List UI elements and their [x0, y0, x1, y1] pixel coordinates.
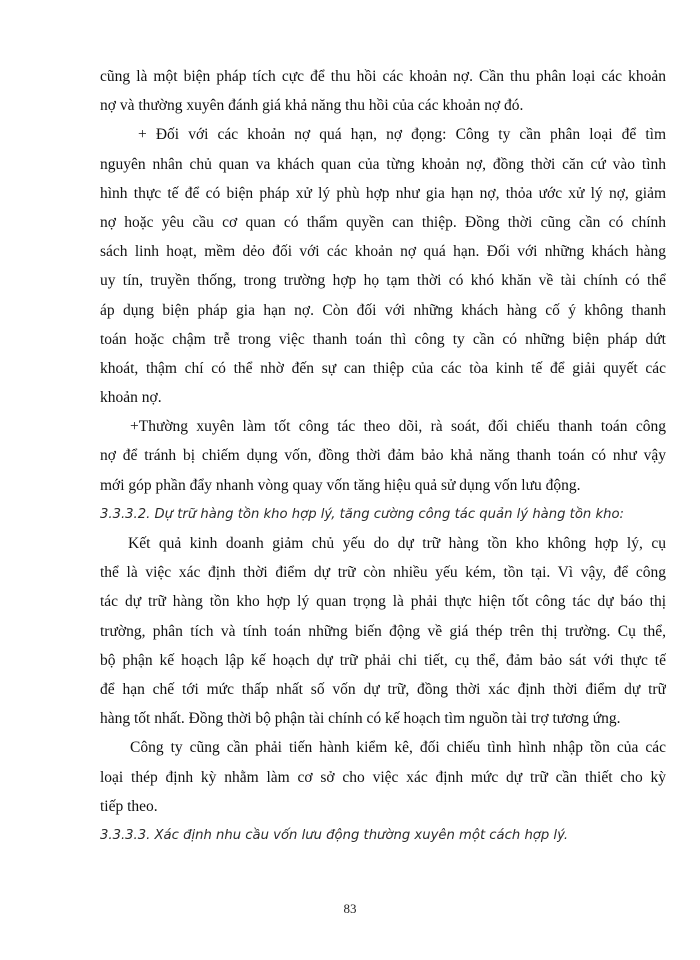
text-line: tác dự trữ hàng tồn kho hợp lý quan trọng là phải thực hiện tốt công tác dự báo thị	[100, 593, 666, 611]
text-line: toán hoặc chậm trễ trong việc thanh toán thì công ty cần có những biện pháp dứt	[100, 330, 666, 348]
page-number: 83	[343, 901, 357, 916]
text-line: thể là việc xác định thời điểm dự trữ còn nhiều yếu kém, tồn tại. Vì vậy, để công	[100, 564, 666, 582]
text-line: hình thực tế để có biện pháp xử lý phù hợp như gia hạn nợ, thỏa ước xử lý nợ, giảm	[100, 184, 666, 202]
text-line: trường, phân tích và tính toán những biến động về giá thép trên thị trường. Cụ thể,	[100, 622, 666, 640]
text-line: nợ và thường xuyên đánh giá khả năng thu hồi của các khoản nợ đó.	[100, 97, 524, 115]
text-line: nợ để tránh bị chiếm dụng vốn, đồng thời đảm bảo khả năng thanh toán có như vậy	[100, 447, 666, 465]
paragraph-first-line: Công ty cũng cần phải tiến hành kiểm kê, đối chiếu tình hình nhập tồn của các	[130, 739, 666, 757]
text-line: khoát, thậm chí có thể nhờ đến sự can thiệp của các tòa kinh tế để giải quyết các	[100, 359, 666, 377]
text-line: áp dụng biện pháp gia hạn nợ. Còn đối với những khách hàng cố ý không thanh	[100, 301, 666, 319]
text-line: bộ phận kế hoạch lập kế hoạch dự trữ phải chi tiết, cụ thể, đảm bảo sát với thực tế	[100, 651, 666, 669]
document-page	[100, 62, 666, 850]
text-line: cũng là một biện pháp tích cực để thu hồi các khoản nợ. Cần thu phân loại các khoản	[100, 68, 666, 85]
text-line: nguyên nhân chủ quan va khách quan của từng khoản nợ, đồng thời căn cứ vào tình	[100, 155, 666, 173]
text-line: sách linh hoạt, mềm dẻo đối với các khoản nợ quá hạn. Đối với những khách hàng	[100, 243, 666, 261]
text-line: uy tín, truyền thống, trong trường hợp họ tạm thời có khó khăn về tài chính có thể	[100, 272, 666, 290]
text-line: tiếp theo.	[100, 797, 158, 815]
bullet-line: + Đối với các khoản nợ quá hạn, nợ đọng: Công ty cần phân loại để tìm	[138, 126, 666, 144]
text-line: để hạn chế tới mức thấp nhất số vốn dự trữ, đồng thời xác định thời điểm dự trữ	[100, 680, 666, 698]
text-line: khoản nợ.	[100, 389, 162, 407]
text-line: mới góp phần đẩy nhanh vòng quay vốn tăng hiệu quả sử dụng vốn lưu động.	[100, 476, 581, 494]
paragraph-first-line: Kết quả kinh doanh giảm chủ yếu do dự trữ hàng tồn kho không hợp lý, cụ	[128, 535, 666, 552]
text-line: nợ hoặc yêu cầu cơ quan có thẩm quyền can thiệp. Đồng thời cũng cần có chính	[100, 213, 666, 231]
text-line: loại thép định kỳ nhằm làm cơ sở cho việc xác định mức dự trữ cần thiết cho kỳ	[100, 768, 666, 786]
section-heading: 3.3.3.3. Xác định nhu cầu vốn lưu động thường xuyên một cách hợp lý.	[100, 827, 569, 843]
bullet-line: +Thường xuyên làm tốt công tác theo dõi, rà soát, đối chiếu thanh toán công	[130, 418, 666, 436]
section-heading: 3.3.3.2. Dự trữ hàng tồn kho hợp lý, tăng cường công tác quản lý hàng tồn kho:	[100, 506, 624, 522]
text-line: hàng tốt nhất. Đồng thời bộ phận tài chính có kế hoạch tìm nguồn tài trợ tương ứng.	[100, 710, 621, 728]
